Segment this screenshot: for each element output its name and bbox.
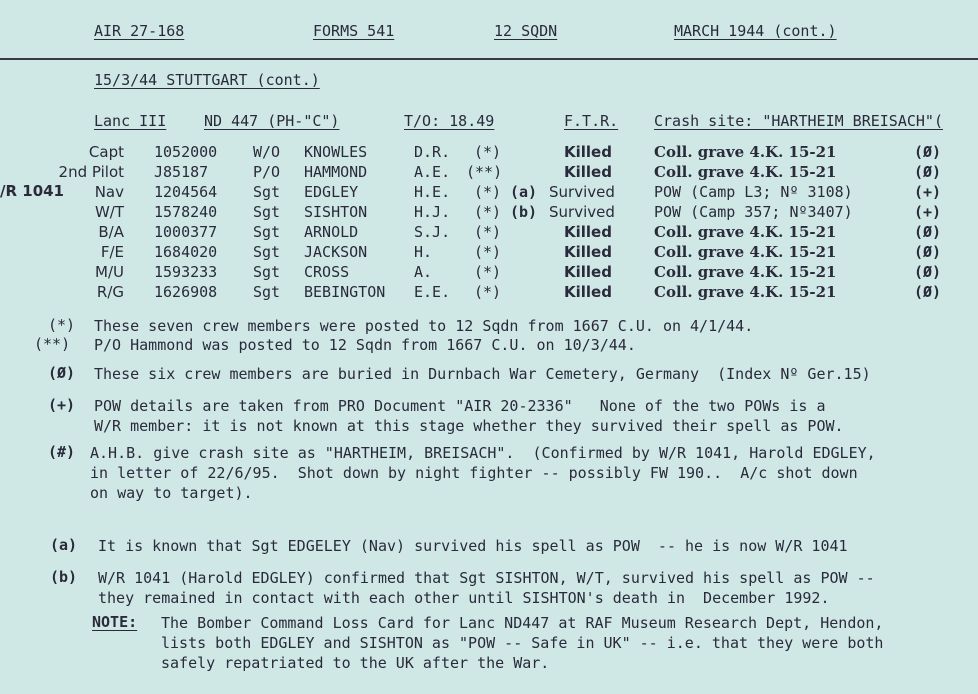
note-key: (#): [48, 443, 76, 461]
crew-mark: (*): [474, 203, 502, 221]
crew-initials: A.: [414, 263, 433, 281]
final-note-label: NOTE:: [92, 613, 138, 631]
aircraft-serial: ND 447 (PH-"C"): [204, 112, 340, 130]
crew-role: 2nd Pilot: [58, 163, 124, 181]
aircraft-type: Lanc III: [94, 112, 167, 130]
note-key: (a): [50, 536, 78, 554]
crew-number: 1593233: [154, 263, 218, 281]
crew-initials: H.E.: [414, 183, 451, 201]
note-key: (*): [48, 316, 76, 334]
crew-sym: (Ø): [914, 143, 942, 161]
raid-title: 15/3/44 STUTTGART (cont.): [94, 71, 320, 89]
note-text: W/R 1041 (Harold EDGLEY) confirmed that Sgt SISHTON, W/T, survived his spell as POW -- they remained in contact with each other until SISHTON's death in December 1992.: [98, 569, 875, 607]
crew-fate: Survived: [549, 203, 615, 221]
note-text: These six crew members are buried in Durnbach War Cemetery, Germany (Index Nº Ger.15): [94, 365, 871, 383]
crew-initials: S.J.: [414, 223, 451, 241]
crew-mark: (**): [466, 163, 503, 181]
crew-rank: Sgt: [253, 203, 281, 221]
header-ref: AIR 27-168: [94, 22, 185, 40]
crew-location: Coll. grave 4.K. 15-21: [654, 263, 837, 281]
crew-initials: D.R.: [414, 143, 451, 161]
crew-sym: (Ø): [914, 243, 942, 261]
header-squadron: 12 SQDN: [494, 22, 558, 40]
crew-name: JACKSON: [304, 243, 368, 261]
crew-number: 1578240: [154, 203, 218, 221]
note-key: (**): [34, 335, 71, 353]
crew-initials: H.J.: [414, 203, 451, 221]
crew-fate: Killed: [564, 143, 612, 161]
note-text: POW details are taken from PRO Document "AIR 20-2336" None of the two POWs is a W/R member: it is not known at this stage whether they survived their spell as POW.: [94, 397, 844, 435]
crew-rank: Sgt: [253, 243, 281, 261]
crew-name: EDGLEY: [304, 183, 359, 201]
crew-location: POW (Camp L3; Nº 3108): [654, 183, 853, 201]
wr-marker: /R 1041: [0, 182, 64, 200]
crew-fate: Killed: [564, 243, 612, 261]
crew-mark: (*): [474, 183, 502, 201]
crew-rank: Sgt: [253, 283, 281, 301]
crew-location: Coll. grave 4.K. 15-21: [654, 223, 837, 241]
crew-rank: P/O: [253, 163, 281, 181]
crew-rank: W/O: [253, 143, 281, 161]
crew-mark: (*): [474, 243, 502, 261]
crew-role: M/U: [95, 263, 124, 281]
crew-number: 1052000: [154, 143, 218, 161]
note-text: P/O Hammond was posted to 12 Sqdn from 1667 C.U. on 10/3/44.: [94, 336, 636, 354]
crew-fate: Killed: [564, 263, 612, 281]
crew-name: ARNOLD: [304, 223, 359, 241]
crew-initials: A.E.: [414, 163, 451, 181]
crew-sym: (+): [914, 203, 942, 221]
crew-number: J85187: [154, 163, 209, 181]
crew-name: CROSS: [304, 263, 350, 281]
crew-number: 1626908: [154, 283, 218, 301]
note-key: (Ø): [48, 364, 76, 382]
crew-mark: (*): [474, 263, 502, 281]
crew-sub: (a): [510, 183, 538, 201]
crew-name: HAMMOND: [304, 163, 368, 181]
crew-role: B/A: [98, 223, 124, 241]
header-month: MARCH 1944 (cont.): [674, 22, 837, 40]
crew-sym: (Ø): [914, 283, 942, 301]
crew-number: 1000377: [154, 223, 218, 241]
crew-location: Coll. grave 4.K. 15-21: [654, 143, 837, 161]
crew-number: 1204564: [154, 183, 218, 201]
crew-mark: (*): [474, 283, 502, 301]
header-divider: [0, 58, 978, 60]
note-text: A.H.B. give crash site as "HARTHEIM, BREISACH". (Confirmed by W/R 1041, Harold EDGLEY, in letter of 22/6/95. Shot down by night fighter -- possibly FW 190.. A/c shot down on way to target).: [90, 444, 876, 502]
crew-initials: E.E.: [414, 283, 451, 301]
note-text: It is known that Sgt EDGELEY (Nav) survived his spell as POW -- he is now W/R 1041: [98, 537, 848, 555]
crew-fate: Killed: [564, 163, 612, 181]
note-text: These seven crew members were posted to 12 Sqdn from 1667 C.U. on 4/1/44.: [94, 317, 754, 335]
crew-name: KNOWLES: [304, 143, 368, 161]
crew-role: R/G: [96, 283, 124, 301]
note-key: (b): [50, 568, 78, 586]
crew-fate: Killed: [564, 283, 612, 301]
crew-rank: Sgt: [253, 263, 281, 281]
crew-number: 1684020: [154, 243, 218, 261]
crew-initials: H.: [414, 243, 433, 261]
crew-fate: Killed: [564, 223, 612, 241]
crew-rank: Sgt: [253, 183, 281, 201]
crew-location: Coll. grave 4.K. 15-21: [654, 163, 837, 181]
crew-role: Capt: [88, 143, 124, 161]
crew-location: Coll. grave 4.K. 15-21: [654, 283, 837, 301]
final-note-text: The Bomber Command Loss Card for Lanc ND447 at RAF Museum Research Dept, Hendon, lists both EDGLEY and SISHTON as "POW -- Safe in UK" -- i.e. that they were both safely repatriated to the UK after the War.: [161, 614, 884, 672]
crew-name: SISHTON: [304, 203, 368, 221]
note-key: (+): [48, 396, 76, 414]
crew-role: F/E: [100, 243, 124, 261]
crew-fate: Survived: [549, 183, 615, 201]
crew-sym: (Ø): [914, 223, 942, 241]
crew-role: Nav: [94, 183, 124, 201]
crew-sub: (b): [510, 203, 538, 221]
crew-sym: (Ø): [914, 163, 942, 181]
crew-name: BEBINGTON: [304, 283, 386, 301]
crew-sym: (+): [914, 183, 942, 201]
aircraft-crash-site: Crash site: "HARTHEIM BREISACH"(: [654, 112, 943, 130]
aircraft-takeoff: T/O: 18.49: [404, 112, 495, 130]
crew-role: W/T: [94, 203, 124, 221]
crew-mark: (*): [474, 143, 502, 161]
crew-mark: (*): [474, 223, 502, 241]
crew-rank: Sgt: [253, 223, 281, 241]
crew-location: POW (Camp 357; Nº3407): [654, 203, 853, 221]
aircraft-status: F.T.R.: [564, 112, 619, 130]
header-forms: FORMS 541: [313, 22, 395, 40]
crew-sym: (Ø): [914, 263, 942, 281]
crew-location: Coll. grave 4.K. 15-21: [654, 243, 837, 261]
